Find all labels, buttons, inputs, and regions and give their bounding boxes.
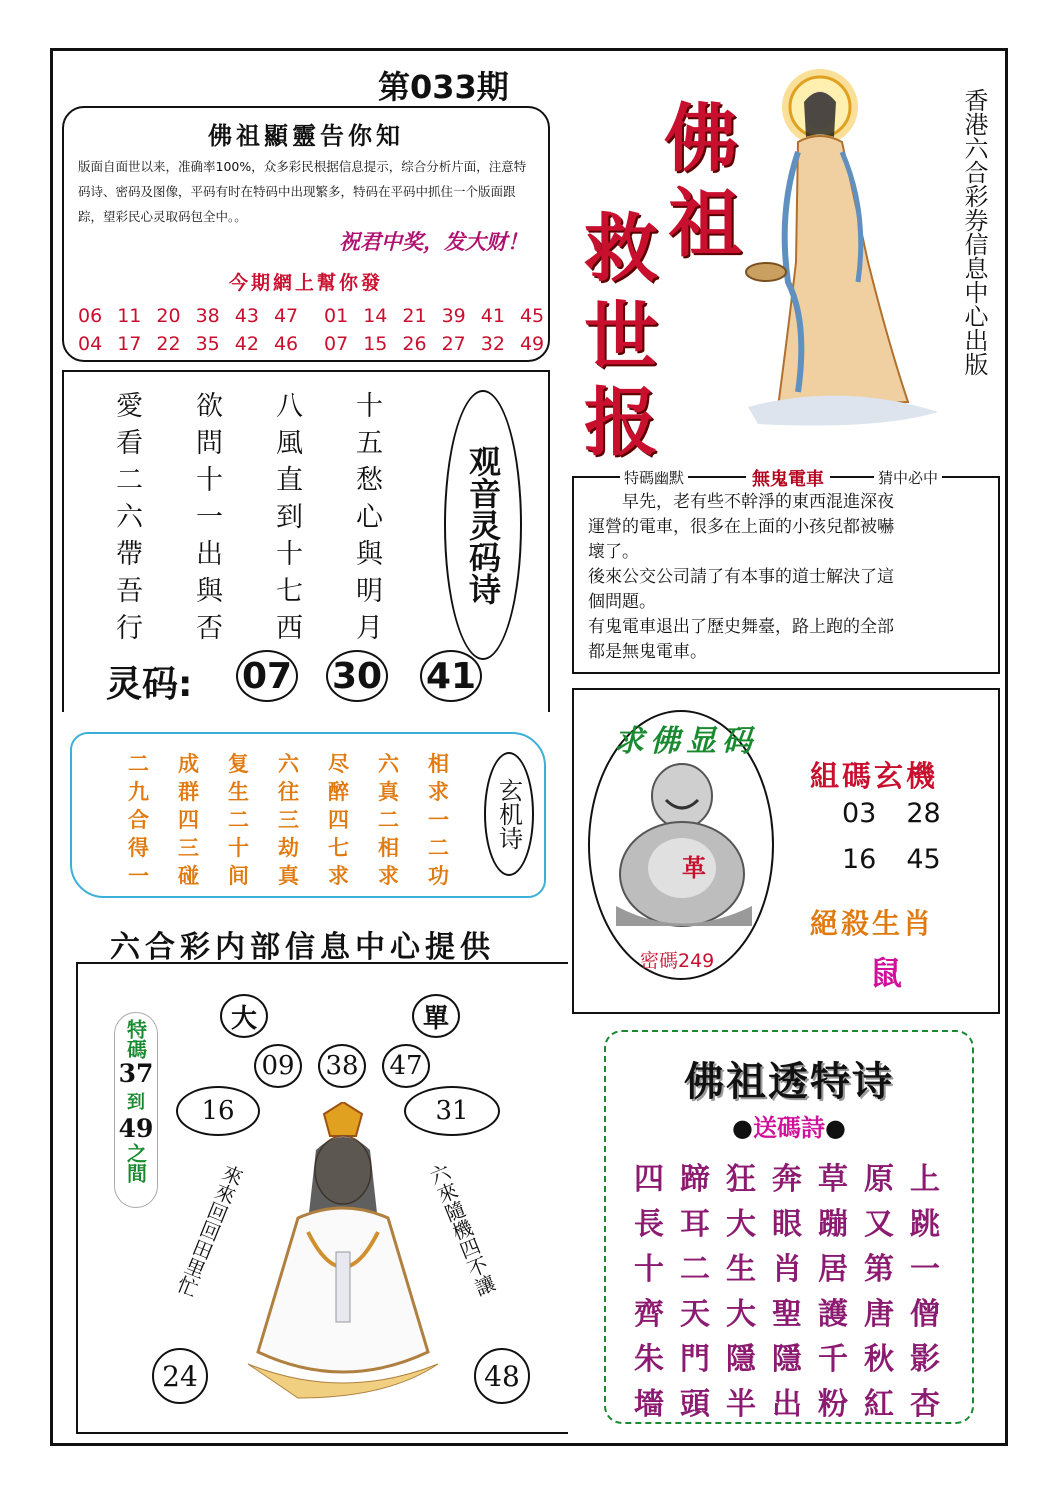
num: 06 bbox=[78, 305, 103, 327]
num: 27 bbox=[441, 333, 466, 355]
num: 35 bbox=[195, 333, 220, 355]
num: 17 bbox=[117, 333, 142, 355]
xuanji-char: 二 bbox=[428, 836, 449, 860]
bottom-right-num: 48 bbox=[474, 1348, 530, 1404]
num: 47 bbox=[273, 305, 299, 327]
poem-char: 出 bbox=[196, 539, 223, 570]
xuanji-char: 合 bbox=[128, 808, 149, 832]
xuanji-char: 尽 bbox=[328, 752, 349, 776]
xuanji-char: 二 bbox=[128, 752, 149, 776]
xuanji-char: 往 bbox=[278, 780, 299, 804]
poem-char: 問 bbox=[196, 428, 223, 459]
poem-char: 十 bbox=[276, 539, 303, 570]
numbers-left-row bbox=[78, 302, 298, 330]
poem-char: 六 bbox=[116, 502, 143, 533]
xuanji-char: 六 bbox=[278, 752, 299, 776]
tou-char: 隱 bbox=[772, 1342, 802, 1377]
masthead-char: 救 bbox=[584, 206, 658, 292]
tou-char: 又 bbox=[864, 1207, 894, 1242]
xuanji-char: 四 bbox=[178, 808, 199, 832]
tou-char: 上 bbox=[910, 1162, 940, 1197]
combo-title: 組碼玄機 bbox=[810, 759, 939, 793]
xuanji-char: 碰 bbox=[178, 864, 199, 888]
tou-char: 原 bbox=[864, 1162, 894, 1197]
footer-line: 六合彩内部信息中心提供 bbox=[110, 930, 495, 965]
guanyin-seated-illustration bbox=[238, 1102, 448, 1402]
xuanji-char: 六 bbox=[378, 752, 399, 776]
joke-lines bbox=[588, 490, 992, 665]
combo-num: 45 bbox=[906, 844, 941, 875]
tou-subtitle-text: 送碼詩 bbox=[753, 1114, 825, 1142]
tou-char: 蹦 bbox=[818, 1207, 848, 1242]
right-num: 31 bbox=[404, 1086, 500, 1136]
xuanji-char: 复 bbox=[228, 752, 249, 776]
xuanji-char: 求 bbox=[428, 780, 449, 804]
num: 38 bbox=[195, 305, 220, 327]
poem-char: 五 bbox=[356, 428, 383, 459]
xuanji-char: 一 bbox=[128, 864, 149, 888]
xuanji-char: 功 bbox=[428, 864, 449, 888]
tou-char: 聖 bbox=[772, 1297, 802, 1332]
big-label: 大 bbox=[220, 994, 268, 1038]
tou-char: 頭 bbox=[680, 1387, 710, 1422]
xuanji-label: 玄机诗 bbox=[484, 752, 534, 876]
left-num: 16 bbox=[176, 1086, 260, 1136]
poem-char: 與 bbox=[356, 539, 383, 570]
tou-char: 秋 bbox=[864, 1342, 894, 1377]
tou-char: 紅 bbox=[864, 1387, 894, 1422]
poem-char: 二 bbox=[116, 465, 143, 496]
xuanji-char: 二 bbox=[228, 808, 249, 832]
xuanji-char: 相 bbox=[378, 836, 399, 860]
tou-char: 四 bbox=[634, 1162, 664, 1197]
joke-header-left: 特碼幽默 bbox=[620, 467, 688, 488]
code-value: 07 bbox=[236, 650, 298, 702]
tou-char: 天 bbox=[680, 1297, 710, 1332]
xuanji-char: 三 bbox=[178, 836, 199, 860]
tou-char: 耳 bbox=[680, 1207, 710, 1242]
tou-char: 唐 bbox=[864, 1297, 894, 1332]
tou-char: 肖 bbox=[772, 1252, 802, 1287]
kill-value: 鼠 bbox=[870, 954, 903, 992]
tou-char: 長 bbox=[634, 1207, 664, 1242]
masthead-char: 祖 bbox=[668, 181, 742, 267]
bullet-icon: ● bbox=[825, 1114, 846, 1142]
tou-char: 影 bbox=[910, 1342, 940, 1377]
tou-char: 出 bbox=[772, 1387, 802, 1422]
combo-row bbox=[842, 844, 941, 875]
num: 46 bbox=[273, 333, 299, 355]
poem-char: 風 bbox=[276, 428, 303, 459]
num: 15 bbox=[363, 333, 388, 355]
tou-title: 佛祖透特诗 bbox=[684, 1059, 894, 1105]
top-num: 47 bbox=[382, 1044, 430, 1088]
poem-char: 直 bbox=[276, 465, 303, 496]
buddha-mark: 革 bbox=[682, 854, 706, 882]
xuanji-char: 九 bbox=[128, 780, 149, 804]
poem-label: 观音灵码诗 bbox=[444, 390, 522, 660]
num: 04 bbox=[78, 333, 103, 355]
xuanji-char: 求 bbox=[378, 864, 399, 888]
num: 39 bbox=[441, 305, 466, 327]
xuanji-char: 得 bbox=[128, 836, 149, 860]
numbers-left bbox=[78, 302, 298, 358]
numbers-right-row bbox=[324, 330, 544, 358]
joke-header-right: 猜中必中 bbox=[874, 467, 942, 488]
tou-char: 二 bbox=[680, 1252, 710, 1287]
num: 42 bbox=[234, 333, 259, 355]
poem-char: 吾 bbox=[116, 576, 143, 607]
joke-line: 個問題。 bbox=[588, 592, 656, 612]
xuanji-char: 二 bbox=[378, 808, 399, 832]
num: 32 bbox=[480, 333, 505, 355]
left-verse: 來來回回田里忙 bbox=[171, 1160, 247, 1300]
poem-char: 否 bbox=[196, 613, 223, 644]
tou-char: 朱 bbox=[634, 1342, 664, 1377]
poem-char: 看 bbox=[116, 428, 143, 459]
notice-wish: 祝君中奖，发大财！ bbox=[339, 230, 528, 254]
poem-char: 十 bbox=[196, 465, 223, 496]
combo-num: 28 bbox=[906, 798, 941, 829]
poem-char: 七 bbox=[276, 576, 303, 607]
masthead-char: 佛 bbox=[664, 96, 738, 182]
num: 43 bbox=[234, 305, 259, 327]
xuanji-char: 十 bbox=[228, 836, 249, 860]
secret-code: 密碼249 bbox=[640, 950, 715, 972]
masthead-char: 世 bbox=[584, 294, 658, 380]
poem-grid bbox=[116, 384, 436, 643]
tou-char: 半 bbox=[726, 1387, 756, 1422]
joke-line: 都是無鬼電車。 bbox=[588, 642, 707, 662]
poem-char: 明 bbox=[356, 576, 383, 607]
numbers-left-row bbox=[78, 330, 298, 358]
range-label-bottom: 之間 bbox=[123, 1143, 148, 1183]
range-label-top: 特碼 bbox=[123, 1019, 148, 1059]
xuanji-char: 间 bbox=[228, 864, 249, 888]
xuanji-char: 相 bbox=[428, 752, 449, 776]
bottom-left-num: 24 bbox=[152, 1348, 208, 1404]
guanyin-box bbox=[76, 962, 568, 1434]
notice-title: 佛祖顯靈告你知 bbox=[208, 122, 404, 150]
num: 22 bbox=[156, 333, 181, 355]
poem-char: 欲 bbox=[196, 391, 223, 422]
poem-char: 月 bbox=[356, 613, 383, 644]
joke-line: 有鬼電車退出了歷史舞臺，路上跑的全部 bbox=[588, 617, 894, 637]
poem-char: 西 bbox=[276, 613, 303, 644]
joke-header-mid: 無鬼電車 bbox=[746, 465, 830, 491]
num: 20 bbox=[156, 305, 181, 327]
range-badge bbox=[114, 1012, 158, 1208]
poem-box bbox=[62, 370, 550, 712]
issue-number: 第033期 bbox=[378, 68, 509, 106]
buddha-box bbox=[572, 688, 1000, 1014]
range-from: 37 bbox=[118, 1059, 154, 1088]
poem-char: 帶 bbox=[116, 539, 143, 570]
tou-char: 墻 bbox=[634, 1387, 664, 1422]
tou-char: 一 bbox=[910, 1252, 940, 1287]
tou-char: 第 bbox=[864, 1252, 894, 1287]
tou-char: 跳 bbox=[910, 1207, 940, 1242]
poem-char: 一 bbox=[196, 502, 223, 533]
num: 26 bbox=[402, 333, 427, 355]
poem-char: 到 bbox=[276, 502, 303, 533]
help-title: 今期網上幫你發 bbox=[228, 272, 383, 294]
tou-char: 眼 bbox=[772, 1207, 802, 1242]
single-label: 單 bbox=[412, 994, 460, 1038]
tou-char: 蹄 bbox=[680, 1162, 710, 1197]
xuanji-char: 真 bbox=[278, 864, 299, 888]
publisher-vertical: 香港六合彩券信息中心出版 bbox=[960, 88, 988, 376]
laughing-buddha-illustration bbox=[606, 756, 760, 932]
range-to-word: 到 bbox=[127, 1092, 145, 1113]
tou-char: 大 bbox=[726, 1297, 756, 1332]
tou-char: 粉 bbox=[818, 1387, 848, 1422]
tou-char: 千 bbox=[818, 1342, 848, 1377]
code-value: 30 bbox=[326, 650, 388, 702]
num: 07 bbox=[324, 333, 349, 355]
tou-char: 生 bbox=[726, 1252, 756, 1287]
tou-char: 大 bbox=[726, 1207, 756, 1242]
xuanji-char: 成 bbox=[178, 752, 199, 776]
xuanji-char: 三 bbox=[278, 808, 299, 832]
notice-body: 版面自面世以来，准确率100%，众多彩民根据信息提示，综合分析片面，注意特码诗、密码及图像，平码有时在特码中出现繁多，特码在平码中抓住一个版面跟踪，望彩民心灵取码包全中。。 bbox=[78, 159, 527, 224]
combo-num: 03 bbox=[842, 798, 877, 829]
joke-line: 壞了。 bbox=[588, 542, 639, 562]
xuanji-char: 醉 bbox=[328, 780, 349, 804]
xuanji-char: 七 bbox=[328, 836, 349, 860]
tou-char: 護 bbox=[818, 1297, 848, 1332]
tou-char: 門 bbox=[680, 1342, 710, 1377]
masthead-char: 报 bbox=[584, 380, 658, 466]
poem-char: 愁 bbox=[356, 465, 383, 496]
buddha-arc-title: 求佛显码 bbox=[614, 724, 758, 759]
num: 21 bbox=[402, 305, 427, 327]
tou-char: 居 bbox=[818, 1252, 848, 1287]
combo-row bbox=[842, 798, 941, 829]
tou-char: 杏 bbox=[910, 1387, 940, 1422]
top-num: 09 bbox=[254, 1044, 302, 1088]
xuanji-char: 生 bbox=[228, 780, 249, 804]
bullet-icon: ● bbox=[732, 1114, 753, 1142]
top-num: 38 bbox=[318, 1044, 366, 1088]
code-value: 41 bbox=[420, 650, 482, 702]
code-label: 灵码: bbox=[106, 664, 193, 705]
tou-box bbox=[604, 1030, 974, 1424]
xuanji-char: 劫 bbox=[278, 836, 299, 860]
joke-box bbox=[572, 469, 1000, 674]
notice-box bbox=[62, 106, 550, 362]
tou-char: 僧 bbox=[910, 1297, 940, 1332]
xuanji-char: 群 bbox=[178, 780, 199, 804]
xuanji-char: 四 bbox=[328, 808, 349, 832]
right-verse: 六來隨機四不讓 bbox=[423, 1160, 499, 1300]
joke-line: 早先，老有些不幹淨的東西混進深夜 bbox=[622, 492, 894, 512]
num: 14 bbox=[363, 305, 388, 327]
num: 11 bbox=[117, 305, 142, 327]
poem-char: 心 bbox=[356, 502, 383, 533]
range-to: 49 bbox=[118, 1114, 154, 1143]
guanyin-standing-illustration bbox=[738, 62, 948, 430]
xuanji-char: 求 bbox=[328, 864, 349, 888]
joke-line: 後來公交公司請了有本事的道士解決了這 bbox=[588, 567, 894, 587]
xuanji-char: 真 bbox=[378, 780, 399, 804]
xuanji-char: 一 bbox=[428, 808, 449, 832]
joke-line: 運營的電車，很多在上面的小孩兒都被嚇 bbox=[588, 517, 894, 537]
xuanji-box bbox=[70, 732, 546, 898]
kill-title: 絕殺生肖 bbox=[810, 907, 935, 940]
tou-char: 齊 bbox=[634, 1297, 664, 1332]
tou-char: 奔 bbox=[772, 1162, 802, 1197]
combo-num: 16 bbox=[842, 844, 877, 875]
num: 01 bbox=[324, 305, 349, 327]
poem-char: 與 bbox=[196, 576, 223, 607]
poem-char: 愛 bbox=[116, 391, 143, 422]
xuanji-grid bbox=[128, 748, 478, 888]
tou-char: 草 bbox=[818, 1162, 848, 1197]
num: 49 bbox=[519, 333, 545, 355]
tou-grid bbox=[634, 1154, 956, 1424]
numbers-right bbox=[324, 302, 544, 358]
poem-char: 八 bbox=[276, 391, 303, 422]
tou-char: 隱 bbox=[726, 1342, 756, 1377]
poem-char: 十 bbox=[356, 391, 383, 422]
poem-char: 行 bbox=[116, 613, 143, 644]
tou-char: 狂 bbox=[726, 1162, 756, 1197]
num: 41 bbox=[480, 305, 505, 327]
num: 45 bbox=[519, 305, 545, 327]
numbers-right-row bbox=[324, 302, 544, 330]
tou-char: 十 bbox=[634, 1252, 664, 1287]
tou-subtitle bbox=[606, 1108, 972, 1143]
